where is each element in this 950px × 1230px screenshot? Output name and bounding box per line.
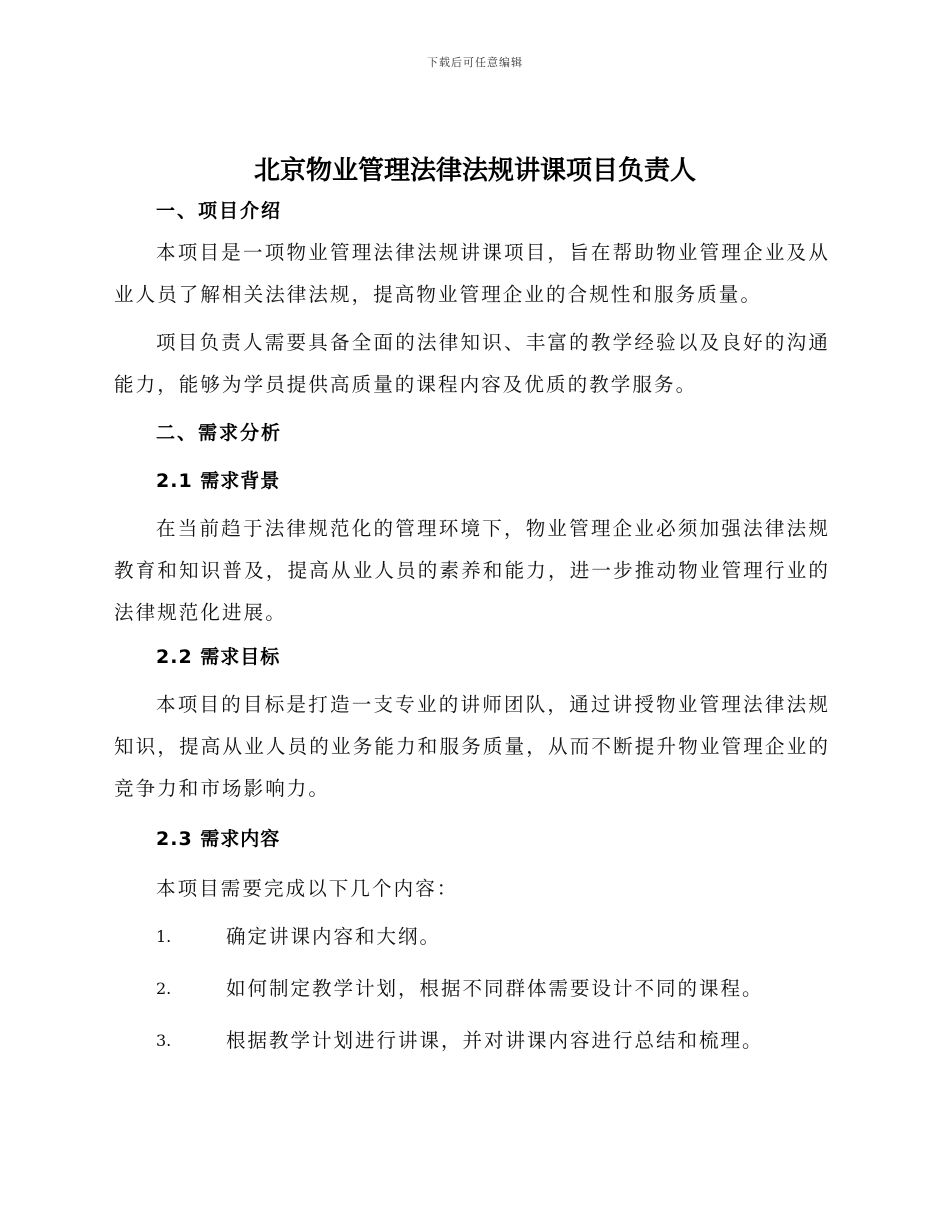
paragraph-intro-1: 本项目是一项物业管理法律法规讲课项目，旨在帮助物业管理企业及从业人员了解相关法律法规，提高物业管理企业的合规性和服务质量。 [114, 241, 830, 306]
list-item-text: 根据教学计划进行讲课，并对讲课内容进行总结和梳理。 [226, 1029, 764, 1052]
paragraph-background: 在当前趋于法律规范化的管理环境下，物业管理企业必须加强法律法规教育和知识普及，提高从业人员的素养和能力，进一步推动物业管理行业的法律规范化进展。 [114, 517, 830, 624]
paragraph-content-intro: 本项目需要完成以下几个内容： [156, 877, 459, 900]
section-heading-intro: 一、项目介绍 [156, 200, 283, 222]
header-note: 下载后可任意编辑 [427, 56, 523, 69]
paragraph-intro-2: 项目负责人需要具备全面的法律知识、丰富的教学经验以及良好的沟通能力，能够为学员提供高质量的课程内容及优质的教学服务。 [114, 331, 830, 396]
list-item-text: 如何制定教学计划，根据不同群体需要设计不同的课程。 [226, 977, 764, 1000]
list-item-number: 2. [156, 979, 172, 998]
list-item [114, 974, 830, 1004]
list-item-number: 3. [156, 1031, 172, 1050]
document-body [114, 196, 830, 1056]
subsection-heading-background: 2.1 需求背景 [156, 470, 281, 492]
paragraph-goal: 本项目的目标是打造一支专业的讲师团队，通过讲授物业管理法律法规知识，提高从业人员的业务能力和服务质量，从而不断提升物业管理企业的竞争力和市场影响力。 [114, 693, 830, 800]
subsection-heading-goal: 2.2 需求目标 [156, 646, 281, 668]
list-item [114, 1026, 830, 1056]
section-heading-analysis: 二、需求分析 [156, 422, 283, 444]
list-item-number: 1. [156, 927, 172, 946]
list-item-text: 确定讲课内容和大纲。 [226, 925, 442, 948]
subsection-heading-content: 2.3 需求内容 [156, 828, 281, 850]
list-item [114, 922, 830, 952]
document-title: 北京物业管理法律法规讲课项目负责人 [253, 156, 696, 186]
